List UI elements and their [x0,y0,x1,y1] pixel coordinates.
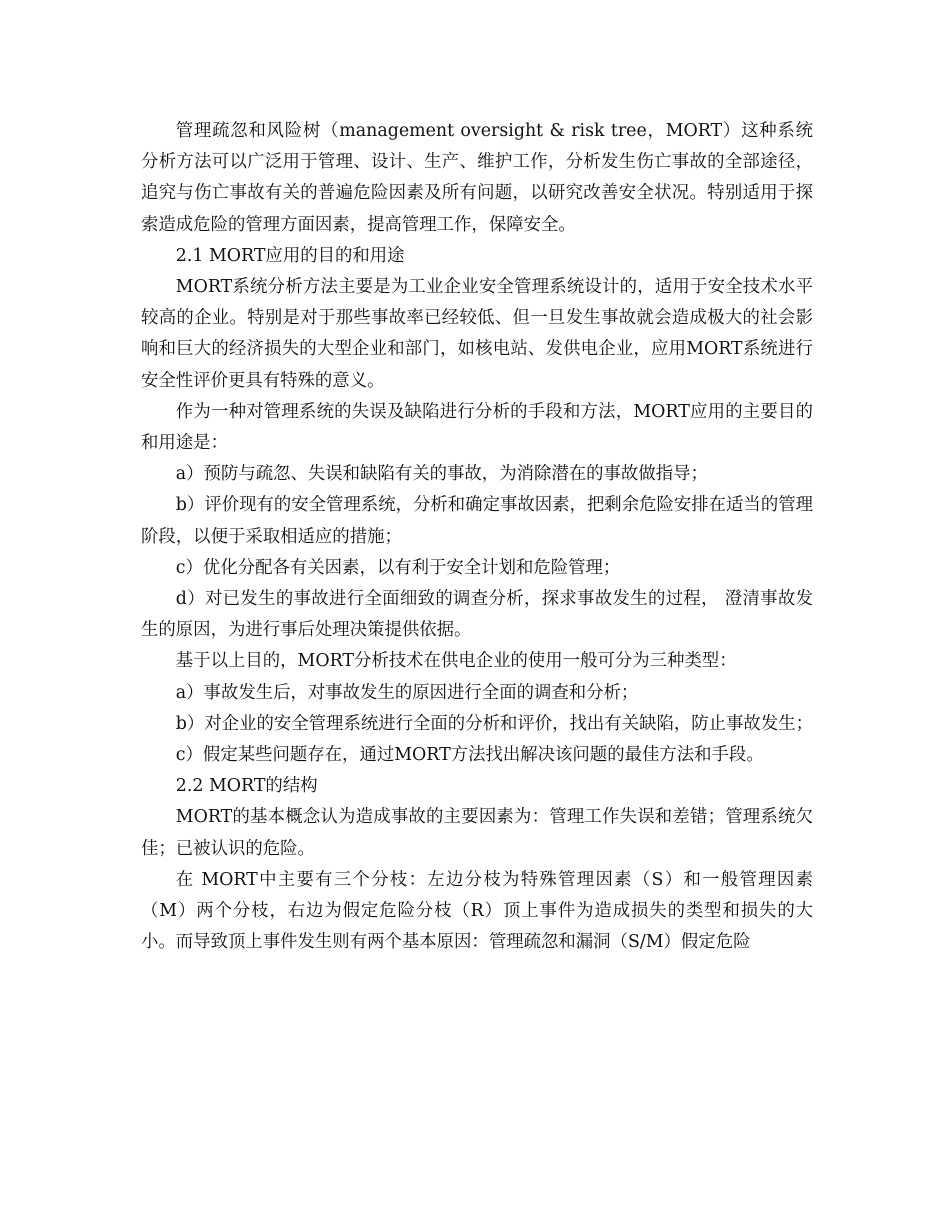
section-heading-2-2: 2.2 MORT的结构 [175,776,318,797]
list-item: c）优化分配各有关因素，以有利于安全计划和危险管理； [175,557,621,578]
list-item: a）事故发生后，对事故发生的原因进行全面的调查和分析； [175,682,639,703]
document-body [141,116,813,958]
list-item: d）对已发生的事故进行全面细致的调查分析，探求事故发生的过程， 澄清事故发生的原因，为进行事后处理决策提供依据。 [141,589,813,641]
list-item: b）评价现有的安全管理系统，分析和确定事故因素，把剩余危险安排在适当的管理阶段，以便于采取相适应的措施； [141,495,813,547]
body-paragraph: MORT的基本概念认为造成事故的主要因素为：管理工作失误和差错；管理系统欠佳；已被认识的危险。 [141,807,813,859]
body-paragraph: 在 MORT中主要有三个分枝：左边分枝为特殊管理因素（S）和一般管理因素（M）两个分枝，右边为假定危险分枝（R）顶上事件为造成损失的类型和损失的大小。而导致顶上事件发生则有两个基本原因：管理疏忽和漏洞（S/M）假定危险 [141,869,813,953]
body-paragraph: MORT系统分析方法主要是为工业企业安全管理系统设计的，适用于安全技术水平较高的企业。特别是对于那些事故率已经较低、但一旦发生事故就会造成极大的社会影响和巨大的经济损失的大型企业和部门，如核电站、发供电企业，应用MORT系统进行安全性评价更具有特殊的意义。 [141,277,813,391]
intro-paragraph: 管理疏忽和风险树（management oversight & risk tree，MORT）这种系统分析方法可以广泛用于管理、设计、生产、维护工作，分析发生伤亡事故的全部途径，追究与伤亡事故有关的普遍危险因素及所有问题，以研究改善安全状况。特别适用于探索造成危险的管理方面因素，提高管理工作，保障安全。 [141,121,813,235]
section-heading-2-1: 2.1 MORT应用的目的和用途 [175,245,405,266]
list-item: a）预防与疏忽、失误和缺陷有关的事故，为消除潜在的事故做指导； [175,464,708,485]
body-paragraph: 基于以上目的，MORT分析技术在供电企业的使用一般可分为三种类型： [175,651,737,672]
list-item: b）对企业的安全管理系统进行全面的分析和评价，找出有关缺陷，防止事故发生； [175,713,813,734]
list-item: c）假定某些问题存在，通过MORT方法找出解决该问题的最佳方法和手段。 [175,745,764,766]
body-paragraph: 作为一种对管理系统的失误及缺陷进行分析的手段和方法，MORT应用的主要目的和用途是： [141,401,813,454]
